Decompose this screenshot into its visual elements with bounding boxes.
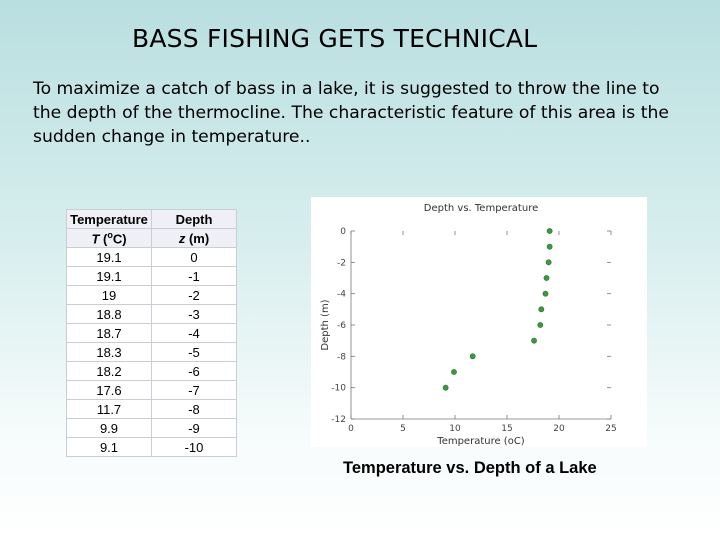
cell-depth: 0 bbox=[152, 248, 237, 267]
data-point bbox=[531, 338, 536, 343]
x-axis-label: Temperature (oC) bbox=[437, 436, 525, 447]
table-row bbox=[67, 248, 237, 267]
cell-temperature: 18.2 bbox=[67, 362, 152, 381]
intro-paragraph: To maximize a catch of bass in a lake, it is suggested to throw the line to the depth of the thermocline. The characteristic feature of this area is the sudden change in temperature.. bbox=[33, 79, 669, 147]
cell-depth: -3 bbox=[152, 305, 237, 324]
table-row bbox=[67, 381, 237, 400]
data-point bbox=[547, 244, 552, 249]
y-tick-label: -2 bbox=[337, 258, 346, 269]
y-tick-label: -12 bbox=[331, 415, 346, 425]
cell-depth: -10 bbox=[152, 438, 237, 457]
x-tick-label: 0 bbox=[348, 424, 354, 434]
cell-depth: -7 bbox=[152, 381, 237, 400]
y-tick-label: -4 bbox=[337, 289, 346, 300]
cell-temperature: 18.8 bbox=[67, 305, 152, 324]
cell-temperature: 18.7 bbox=[67, 324, 152, 343]
table-row bbox=[67, 305, 237, 324]
x-tick-label: 25 bbox=[605, 424, 617, 434]
data-point bbox=[451, 369, 456, 374]
cell-depth: -1 bbox=[152, 267, 237, 286]
cell-temperature: 11.7 bbox=[67, 400, 152, 419]
table-row bbox=[67, 286, 237, 305]
slide-title: BASS FISHING GETS TECHNICAL bbox=[132, 24, 538, 53]
cell-depth: -4 bbox=[152, 324, 237, 343]
table-row bbox=[67, 324, 237, 343]
table-row bbox=[67, 438, 237, 457]
cell-depth: -9 bbox=[152, 419, 237, 438]
header-temperature: Temperature bbox=[67, 210, 152, 229]
header-depth: Depth bbox=[152, 210, 237, 229]
cell-depth: -5 bbox=[152, 343, 237, 362]
data-point bbox=[443, 385, 448, 390]
cell-depth: -2 bbox=[152, 286, 237, 305]
cell-depth: -8 bbox=[152, 400, 237, 419]
unit-depth: z (m) bbox=[152, 229, 237, 248]
x-tick-label: 10 bbox=[449, 424, 461, 434]
data-point bbox=[544, 275, 549, 280]
cell-temperature: 19.1 bbox=[67, 267, 152, 286]
table-row bbox=[67, 400, 237, 419]
unit-temperature: T ($^o$C) bbox=[67, 229, 152, 248]
y-tick-label: 0 bbox=[340, 227, 346, 237]
cell-temperature: 18.3 bbox=[67, 343, 152, 362]
table-row bbox=[67, 343, 237, 362]
data-point bbox=[547, 228, 552, 233]
x-tick-label: 20 bbox=[553, 424, 565, 434]
table-row bbox=[67, 419, 237, 438]
x-tick-label: 5 bbox=[400, 424, 406, 434]
chart-title: Depth vs. Temperature bbox=[423, 203, 539, 214]
y-tick-label: -10 bbox=[331, 383, 346, 394]
cell-temperature: 19.1 bbox=[67, 248, 152, 267]
y-axis-label: Depth (m) bbox=[320, 299, 331, 351]
cell-temperature: 9.9 bbox=[67, 419, 152, 438]
x-tick-label: 15 bbox=[501, 424, 513, 434]
data-point bbox=[470, 354, 475, 359]
cell-depth: -6 bbox=[152, 362, 237, 381]
data-table bbox=[66, 209, 237, 457]
chart-caption: Temperature vs. Depth of a Lake bbox=[343, 459, 597, 477]
cell-temperature: 19 bbox=[67, 286, 152, 305]
y-tick-label: -8 bbox=[337, 352, 346, 363]
data-point bbox=[538, 322, 543, 327]
table-row bbox=[67, 267, 237, 286]
scatter-chart bbox=[311, 197, 647, 447]
data-point bbox=[543, 291, 548, 296]
table-row bbox=[67, 362, 237, 381]
data-point bbox=[546, 260, 551, 265]
cell-temperature: 9.1 bbox=[67, 438, 152, 457]
cell-temperature: 17.6 bbox=[67, 381, 152, 400]
y-tick-label: -6 bbox=[337, 321, 346, 331]
data-point bbox=[539, 307, 544, 312]
